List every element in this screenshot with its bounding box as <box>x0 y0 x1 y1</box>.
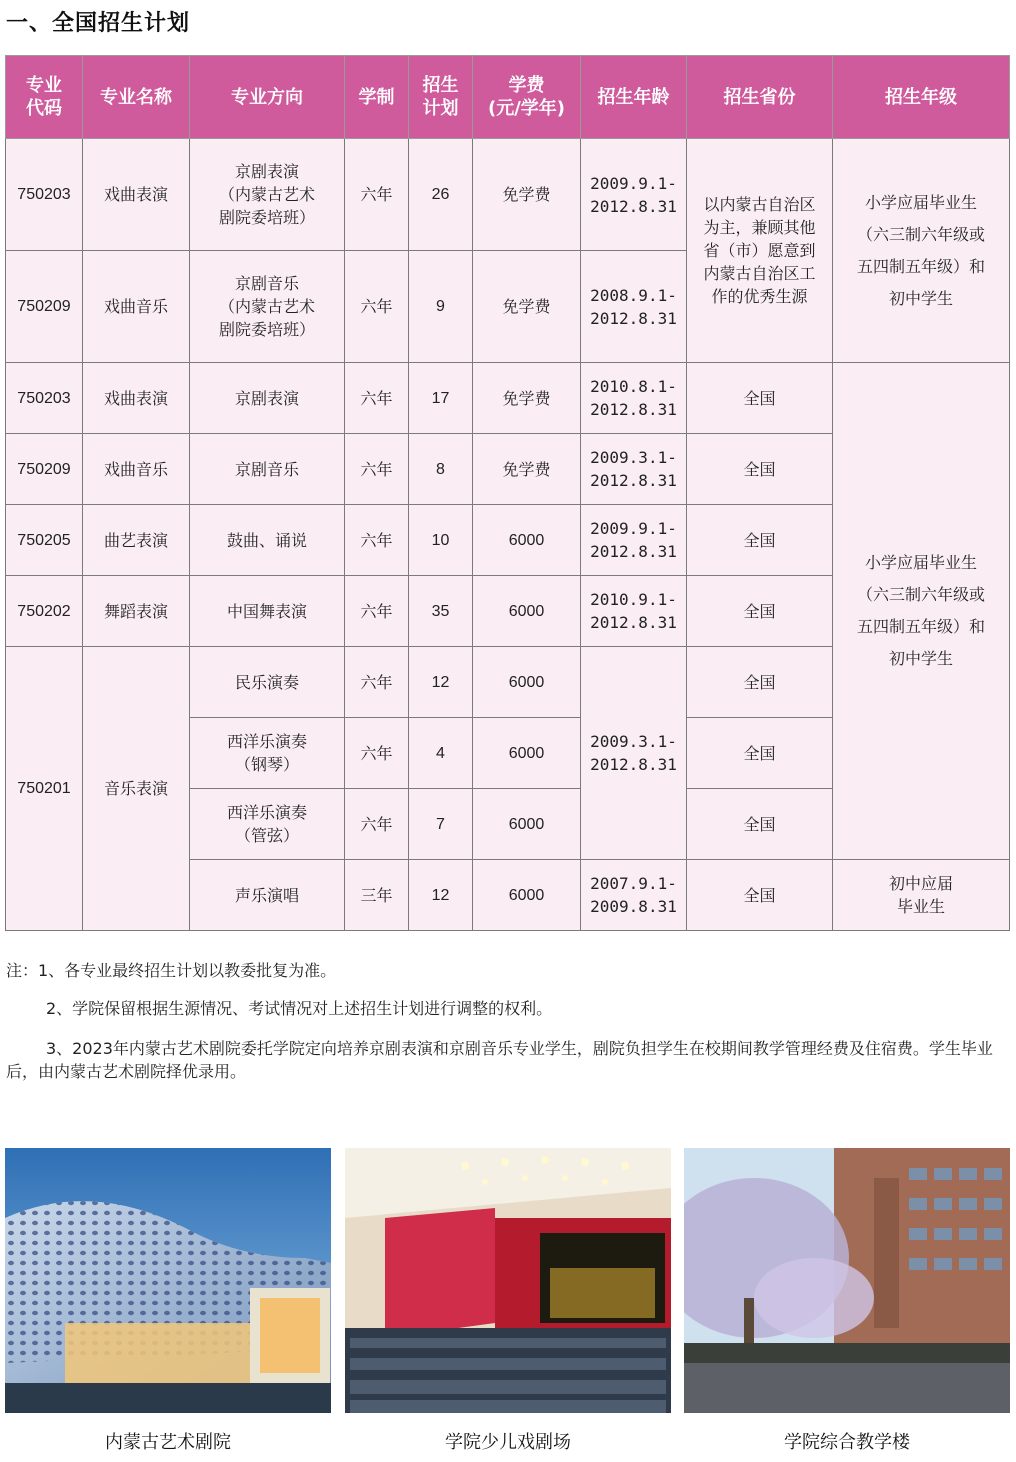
cell-province-merged: 以内蒙古自治区 为主，兼顾其他 省（市）愿意到 内蒙古自治区工 作的优秀生源 <box>687 139 833 363</box>
cell-province: 全国 <box>687 505 833 576</box>
caption-art-theatre: 内蒙古艺术剧院 <box>105 1432 231 1453</box>
cell-fee: 6000 <box>473 576 581 647</box>
cell-direction: 民乐演奏 <box>190 647 345 718</box>
cell-code: 750203 <box>6 363 83 434</box>
cell-age: 2009.9.1- 2012.8.31 <box>581 139 687 251</box>
cell-code-merged: 750201 <box>6 647 83 931</box>
cell-duration: 六年 <box>345 789 409 860</box>
header-direction: 专业方向 <box>190 56 345 139</box>
cell-fee: 免学费 <box>473 434 581 505</box>
cell-duration: 六年 <box>345 251 409 363</box>
header-name: 专业名称 <box>83 56 190 139</box>
cell-fee: 6000 <box>473 789 581 860</box>
cell-age: 2010.9.1- 2012.8.31 <box>581 576 687 647</box>
cell-province: 全国 <box>687 363 833 434</box>
cell-grade-merged: 小学应届毕业生 （六三制六年级或 五四制五年级）和 初中学生 <box>833 363 1010 860</box>
cell-grade-merged: 小学应届毕业生 （六三制六年级或 五四制五年级）和 初中学生 <box>833 139 1010 363</box>
cell-direction: 鼓曲、诵说 <box>190 505 345 576</box>
cell-fee: 6000 <box>473 647 581 718</box>
cell-plan: 4 <box>409 718 473 789</box>
cell-duration: 六年 <box>345 139 409 251</box>
cell-fee: 免学费 <box>473 363 581 434</box>
header-age: 招生年龄 <box>581 56 687 139</box>
cell-code: 750209 <box>6 434 83 505</box>
cell-name-merged: 音乐表演 <box>83 647 190 931</box>
cell-direction: 京剧表演 <box>190 363 345 434</box>
cell-direction: 京剧音乐 （内蒙古艺术 剧院委培班） <box>190 251 345 363</box>
cell-name: 戏曲音乐 <box>83 251 190 363</box>
note-1: 注：1、各专业最终招生计划以教委批复为准。 <box>6 961 337 980</box>
cell-name: 戏曲表演 <box>83 363 190 434</box>
cell-code: 750209 <box>6 251 83 363</box>
cell-fee: 6000 <box>473 860 581 931</box>
cell-plan: 10 <box>409 505 473 576</box>
cell-direction: 京剧音乐 <box>190 434 345 505</box>
cell-plan: 7 <box>409 789 473 860</box>
header-plan: 招生 计划 <box>409 56 473 139</box>
cell-duration: 六年 <box>345 434 409 505</box>
header-code: 专业 代码 <box>6 56 83 139</box>
photo-teaching-building <box>684 1148 1010 1413</box>
cell-duration: 六年 <box>345 718 409 789</box>
cell-duration: 六年 <box>345 505 409 576</box>
cell-direction: 中国舞表演 <box>190 576 345 647</box>
cell-province: 全国 <box>687 576 833 647</box>
cell-code: 750203 <box>6 139 83 251</box>
note-3: 3、2023年内蒙古艺术剧院委托学院定向培养京剧表演和京剧音乐专业学生，剧院负担学生在校期间教学管理经费及住宿费。学生毕业后，由内蒙古艺术剧院择优录用。 <box>6 1039 993 1081</box>
cell-duration: 六年 <box>345 647 409 718</box>
cell-name: 戏曲表演 <box>83 139 190 251</box>
cell-province: 全国 <box>687 860 833 931</box>
cell-province: 全国 <box>687 718 833 789</box>
cell-province: 全国 <box>687 789 833 860</box>
cell-name: 曲艺表演 <box>83 505 190 576</box>
cell-direction: 西洋乐演奏 （管弦） <box>190 789 345 860</box>
cell-name: 戏曲音乐 <box>83 434 190 505</box>
photo-childrens-theatre <box>345 1148 671 1413</box>
cell-plan: 9 <box>409 251 473 363</box>
cell-direction: 京剧表演 （内蒙古艺术 剧院委培班） <box>190 139 345 251</box>
header-duration: 学制 <box>345 56 409 139</box>
header-fee: 学费 (元/学年) <box>473 56 581 139</box>
cell-age: 2009.9.1- 2012.8.31 <box>581 505 687 576</box>
cell-age-merged: 2009.3.1- 2012.8.31 <box>581 647 687 860</box>
cell-fee: 免学费 <box>473 251 581 363</box>
cell-direction: 西洋乐演奏 （钢琴） <box>190 718 345 789</box>
cell-province: 全国 <box>687 647 833 718</box>
cell-plan: 8 <box>409 434 473 505</box>
cell-fee: 6000 <box>473 718 581 789</box>
section-title: 一、全国招生计划 <box>6 11 191 36</box>
cell-grade: 初中应届 毕业生 <box>833 860 1010 931</box>
cell-province: 全国 <box>687 434 833 505</box>
table-row <box>6 363 1010 434</box>
cell-duration: 六年 <box>345 363 409 434</box>
cell-code: 750205 <box>6 505 83 576</box>
cell-direction: 声乐演唱 <box>190 860 345 931</box>
cell-duration: 三年 <box>345 860 409 931</box>
cell-fee: 免学费 <box>473 139 581 251</box>
header-grade: 招生年级 <box>833 56 1010 139</box>
cell-plan: 35 <box>409 576 473 647</box>
enrollment-plan-table <box>5 55 1010 931</box>
cell-age: 2007.9.1- 2009.8.31 <box>581 860 687 931</box>
cell-plan: 12 <box>409 860 473 931</box>
cell-age: 2010.8.1- 2012.8.31 <box>581 363 687 434</box>
cell-plan: 12 <box>409 647 473 718</box>
cell-duration: 六年 <box>345 576 409 647</box>
caption-childrens-theatre: 学院少儿戏剧场 <box>445 1432 571 1453</box>
photo-art-theatre <box>5 1148 331 1413</box>
header-province: 招生省份 <box>687 56 833 139</box>
cell-name: 舞蹈表演 <box>83 576 190 647</box>
cell-plan: 26 <box>409 139 473 251</box>
cell-age: 2009.3.1- 2012.8.31 <box>581 434 687 505</box>
table-row <box>6 139 1010 251</box>
table-header-row <box>6 56 1010 139</box>
cell-code: 750202 <box>6 576 83 647</box>
cell-plan: 17 <box>409 363 473 434</box>
cell-age: 2008.9.1- 2012.8.31 <box>581 251 687 363</box>
cell-fee: 6000 <box>473 505 581 576</box>
note-2: 2、学院保留根据生源情况、考试情况对上述招生计划进行调整的权利。 <box>46 999 553 1018</box>
caption-teaching-building: 学院综合教学楼 <box>784 1432 910 1453</box>
